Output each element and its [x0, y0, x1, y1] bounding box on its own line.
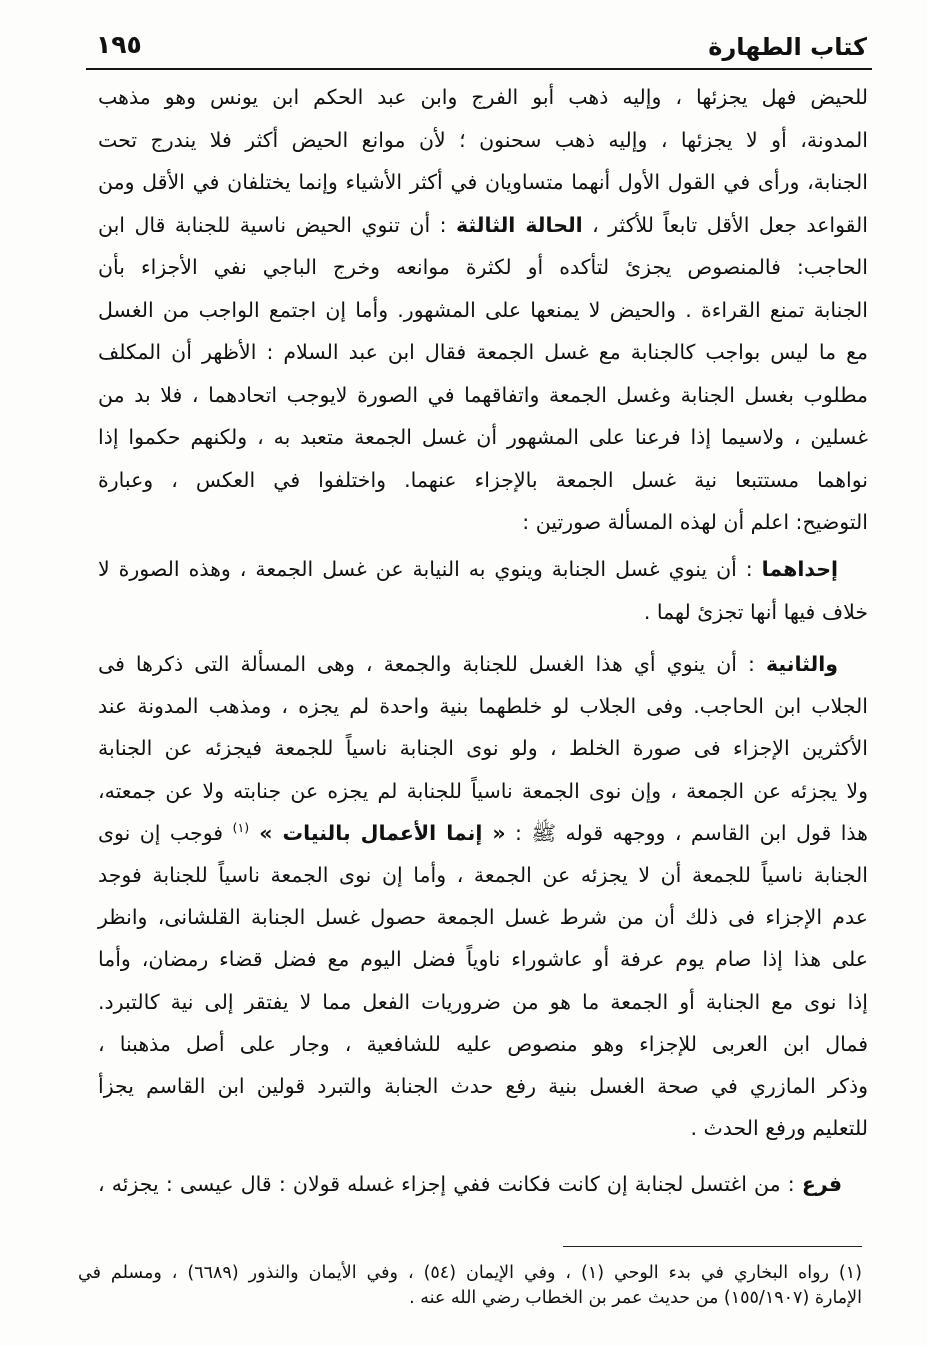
text-line: الأكثرين الإجزاء فى صورة الخلط ، ولو نوى الجنابة ناسياً للجمعة فيجزئه عن الجنابة — [98, 736, 868, 761]
text-line: وذكر المازري في صحة الغسل بنية رفع حدث الجنابة والتبرد قولين ابن القاسم يجزأ — [98, 1074, 868, 1099]
running-header-title: كتاب الطهارة — [708, 33, 867, 61]
text-run: هذا قول ابن القاسم ، ووجهه قوله ﷺ : — [505, 820, 868, 845]
text-line: للحيض فهل يجزئها ، وإليه ذهب أبو الفرج وابن عبد الحكم ابن يونس وهو مذهب — [98, 85, 868, 109]
paragraph — [98, 548, 868, 634]
text-line: فمال ابن العربى للإجزاء وهو منصوص عليه للشافعية ، وجار على أصل مذهبنا ، — [98, 1031, 868, 1056]
text-run: : أن تنوي الحيض ناسية للجنابة قال ابن — [98, 212, 456, 237]
bold-term: إحداهما — [761, 557, 838, 581]
header-rule — [86, 68, 872, 70]
text-line: التوضيح: اعلم أن لهذه المسألة صورتين : — [522, 510, 868, 534]
text-line: الجلاب ابن الحاجب. وفى الجلاب لو خلطهما بنية واحدة لم يجزه ، ومذهب المدونة عند — [98, 694, 868, 719]
text-run: : من اغتسل لجنابة إن كانت فكانت ففي إجزاء غسله قولان : قال عيسى : يجزئه ، — [98, 1172, 802, 1196]
text-line — [98, 204, 868, 247]
bold-term: الحالة الثالثة — [456, 212, 583, 237]
text-line — [98, 1163, 868, 1206]
footnote-reference-marker: (١) — [232, 819, 250, 835]
text-line: نواهما مستتبعا نية غسل الجمعة بالإجزاء عنهما. واختلفوا في العكس ، وعبارة — [98, 467, 868, 492]
text-line: الحاجب: فالمنصوص يجزئ لتأكده أو لكثرة موانعه وخرج الباجي نفي الأجزاء بأن — [98, 255, 868, 279]
text-line: مع ما ليس بواجب كالجنابة مع غسل الجمعة فقال ابن عبد السلام : الأظهر أن المكلف — [98, 340, 868, 364]
paragraph — [98, 643, 868, 1149]
text-line: مطلوب بغسل الجنابة وغسل الجمعة واتفاقهما في الصورة لايوجب اتحادهما ، فلا بد من — [98, 382, 868, 407]
text-line — [98, 548, 868, 591]
text-run: القواعد جعل الأقل تابعاً للأكثر ، — [582, 212, 868, 237]
footnote — [78, 1261, 862, 1311]
text-run: فوجب إن نوى — [98, 820, 233, 845]
text-line: للتعليم ورفع الحدث . — [690, 1116, 868, 1141]
text-run: : أن ينوي أي هذا الغسل للجنابة والجمعة ، وهى المسألة التى ذكرها فى — [98, 652, 766, 676]
bold-term: والثانية — [765, 652, 838, 676]
paragraph — [98, 76, 868, 544]
text-line: على هذا إذا صام يوم عرفة أو عاشوراء ناوياً فضل اليوم مع فضل قضاء رمضان، وأما — [98, 947, 868, 972]
text-line — [98, 812, 868, 854]
text-line: الجنابة تمنع القراءة . والحيض لا يمنعها على المشهور. وأما إن اجتمع الواجب من الغسل — [98, 297, 868, 322]
footnote-line: الإمارة (١٥٥/١٩٠٧) من حديث عمر بن الخطاب رضي الله عنه . — [409, 1288, 862, 1308]
text-line: إذا نوى مع الجنابة أو الجمعة ما هو من ضروريات الفعل مما لا يفتقر إلى نية كالتبرد. — [98, 989, 868, 1014]
text-line: خلاف فيها أنها تجزئ لهما . — [643, 600, 868, 624]
text-line: عدم الإجزاء فى ذلك أن من شرط غسل الجمعة حصول غسل الجنابة القلشانى، وانظر — [98, 905, 868, 930]
text-line: ولا يجزئه عن الجمعة ، وإن نوى الجمعة ناسياً للجنابة لم يجزه عن جنابته ولا عن جمعته، — [98, 778, 868, 803]
hadith-quote: « إنما الأعمال بالنيات » — [249, 820, 506, 845]
paragraph — [98, 1163, 868, 1206]
text-line — [98, 643, 868, 685]
footnote-separator — [563, 1246, 862, 1247]
bold-term: فرع — [801, 1172, 842, 1196]
footnote-line: (١) رواه البخاري في بدء الوحي (١) ، وفي الإيمان (٥٤) ، وفي الأيمان والنذور (٦٦٨٩) ، ومسلم في — [78, 1263, 862, 1283]
text-line: الجنابة، ورأى في القول الأول أنهما متساويان في أكثر الأشياء وإنما يختلفان في الأقل ومن — [98, 170, 868, 194]
page-number: ١٩٥ — [96, 30, 142, 59]
text-line: غسلين ، ولاسيما إذا فرعنا على المشهور أن غسل الجمعة متعبد به ، ولكنهم حكموا إذا — [98, 425, 868, 449]
text-run: : أن ينوي غسل الجنابة وينوي به النيابة عن غسل الجمعة ، وهذه الصورة لا — [98, 557, 762, 581]
text-line: الجنابة ناسياً للجمعة أن لا يجزئه عن الجمعة ، وأما إن نوى الجمعة ناسياً للجنابة فوجد — [98, 863, 868, 888]
text-line: المدونة، أو لا يجزئها ، وإليه ذهب سحنون ؛ لأن موانع الحيض أكثر فلا يندرج تحت — [98, 127, 868, 152]
